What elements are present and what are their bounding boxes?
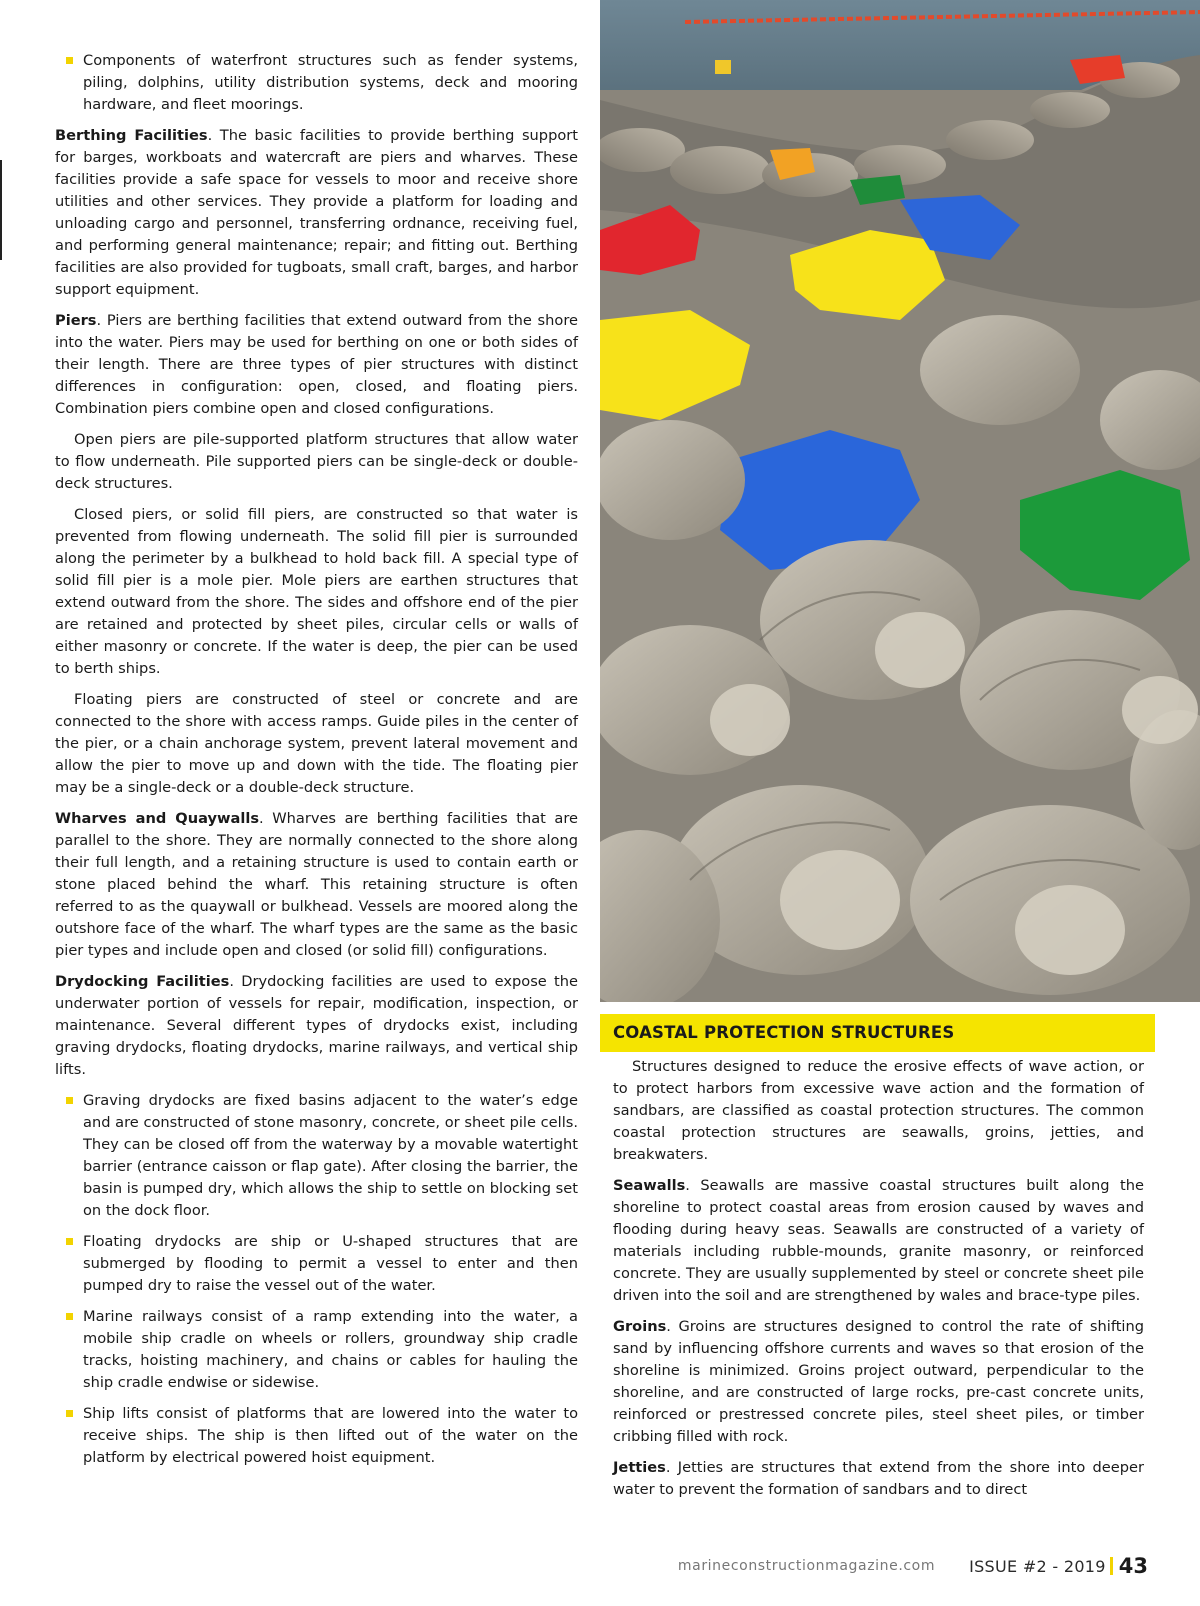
section-title: COASTAL PROTECTION STRUCTURES: [613, 1023, 955, 1042]
paragraph-groins: [613, 1316, 1144, 1448]
heading-piers: Piers: [55, 312, 97, 329]
bullet-text: Marine railways consist of a ramp extending into the water, a mobile ship cradle on wheels or rollers, groundway ship cradle tracks, hoisting machinery, and chains or cables for hauling the ship cradle endwise or sidewise.: [83, 1308, 578, 1391]
bullet-text: Graving drydocks are fixed basins adjacent to the water’s edge and are constructed of stone masonry, concrete, or sheet pile cells. They can be closed off from the waterway by a movable watertight barrier (entrance caisson or flap gate). After closing the barrier, the basin is pumped dry, which allows the ship to settle on blocking set on the dock floor.: [83, 1092, 578, 1219]
paragraph-text: . Seawalls are massive coastal structures built along the shoreline to protect coastal areas from erosion caused by waves and flooding during heavy seas. Seawalls are constructed of a variety of materials including rubble-mounds, granite masonry, or reinforced concrete. They are usually supplemented by steel or concrete sheet pile driven into the soil and are strengthened by wales and brace-type piles.: [613, 1177, 1144, 1304]
bullet-square-icon: [66, 1313, 73, 1320]
section-title-band: [600, 1014, 1155, 1052]
bullet-components: [55, 50, 578, 116]
bullet-graving: [55, 1090, 578, 1222]
bullet-square-icon: [66, 1410, 73, 1417]
paragraph-text: . Groins are structures designed to control the rate of shifting sand by influencing offshore currents and waves so that erosion of the shoreline is minimized. Groins project outward, perpendicular to the shoreline, and are constructed of large rocks, pre-cast concrete units, reinforced or prestressed concrete piles, steel sheet piles, or timber cribbing filled with rock.: [613, 1318, 1144, 1445]
paragraph-coastal-intro: Structures designed to reduce the erosive effects of wave action, or to protect harbors from excessive wave action and the formation of sandbars, are classified as coastal protection structures. The common coastal protection structures are seawalls, groins, jetties, and breakwaters.: [613, 1058, 1144, 1163]
photo-illustration: [600, 0, 1200, 1002]
bullet-marine-railways: [55, 1306, 578, 1394]
page-number: 43: [1118, 1554, 1148, 1578]
bullet-square-icon: [66, 57, 73, 64]
paragraph-text: . Wharves are berthing facilities that are parallel to the shore. They are normally connected to the shore along their full length, and a retaining structure is used to contain earth or stone placed behind the wharf. This retaining structure is often referred to as the quaywall or bulkhead. Vessels are moored along the outshore face of the wharf. The wharf types are the same as the basic pier types and include open and closed (or solid fill) configurations.: [55, 810, 579, 959]
bullet-square-icon: [66, 1238, 73, 1245]
paragraph-text: . Jetties are structures that extend from the shore into deeper water to prevent the formation of sandbars and to direct: [613, 1459, 1144, 1498]
paragraph-text: . The basic facilities to provide berthing support for barges, workboats and watercraft are piers and wharves. These facilities provide a safe space for vessels to moor and receive shore utilities and other services. They provide a platform for loading and unloading cargo and personnel, transferring ordnance, receiving fuel, and performing general maintenance; repair; and fitting out. Berthing facilities are also provided for tugboats, small craft, barges, and harbor support equipment.: [55, 127, 578, 298]
paragraph-jetties: [613, 1457, 1144, 1501]
bullet-text: Floating drydocks are ship or U-shaped structures that are submerged by flooding to permit a vessel to enter and then pumped dry to raise the vessel out of the water.: [83, 1233, 578, 1294]
bullet-square-icon: [66, 1097, 73, 1104]
heading-jetties: Jetties: [613, 1459, 666, 1476]
paragraph-text: . Piers are berthing facilities that extend outward from the shore into the water. Piers may be used for berthing on one or both sides of their length. There are three types of pier structures with distinct differences in configuration: open, closed, and floating piers. Combination piers combine open and closed configurations.: [55, 312, 578, 417]
paragraph-wharves: [55, 808, 578, 962]
bullet-floating-drydocks: [55, 1231, 578, 1297]
tetrapod-breakwater-photo: [600, 0, 1200, 1002]
bullet-ship-lifts: [55, 1403, 578, 1469]
footer-divider: [1110, 1557, 1113, 1575]
bullet-text: Components of waterfront structures such as fender systems, piling, dolphins, utility distribution systems, deck and mooring hardware, and fleet moorings.: [83, 52, 578, 113]
right-column: [613, 1056, 1144, 1510]
heading-wharves: Wharves and Quaywalls: [55, 810, 260, 827]
paragraph-piers: [55, 310, 578, 420]
page-edge-mark: [0, 160, 2, 260]
left-column: [55, 50, 578, 1478]
bullet-text: Ship lifts consist of platforms that are lowered into the water to receive ships. The ship is then lifted out of the water on the platform by electrical powered hoist equipment.: [83, 1405, 578, 1466]
heading-seawalls: Seawalls: [613, 1177, 686, 1194]
paragraph-open-piers: Open piers are pile-supported platform structures that allow water to flow underneath. Pile supported piers can be single-deck or double-deck structures.: [55, 431, 578, 492]
footer-issue: ISSUE #2 - 2019: [969, 1556, 1106, 1576]
heading-berthing: Berthing Facilities: [55, 127, 208, 144]
paragraph-berthing: [55, 125, 578, 301]
footer-website: marineconstructionmagazine.com: [677, 1558, 936, 1574]
heading-drydocking: Drydocking Facilities: [55, 973, 230, 990]
page-footer: [678, 1553, 1148, 1579]
heading-groins: Groins: [613, 1318, 667, 1335]
paragraph-closed-piers: Closed piers, or solid fill piers, are constructed so that water is prevented from flowing underneath. The solid fill pier is surrounded along the perimeter by a bulkhead to hold back fill. A special type of solid fill pier is a mole pier. Mole piers are earthen structures that extend outward from the shore. The sides and offshore end of the pier are retained and protected by sheet piles, circular cells or walls of either masonry or concrete. If the water is deep, the pier can be used to berth ships.: [55, 506, 578, 677]
paragraph-seawalls: [613, 1175, 1144, 1307]
paragraph-drydocking: [55, 971, 578, 1081]
paragraph-floating-piers: Floating piers are constructed of steel or concrete and are connected to the shore with access ramps. Guide piles in the center of the pier, or a chain anchorage system, prevent lateral movement and allow the pier to move up and down with the tide. The floating pier may be a single-deck or a double-deck structure.: [55, 691, 578, 796]
paragraph-text: . Drydocking facilities are used to expose the underwater portion of vessels for repair, modification, inspection, or maintenance. Several different types of drydocks exist, including graving drydocks, floating drydocks, marine railways, and vertical ship lifts.: [55, 973, 578, 1078]
